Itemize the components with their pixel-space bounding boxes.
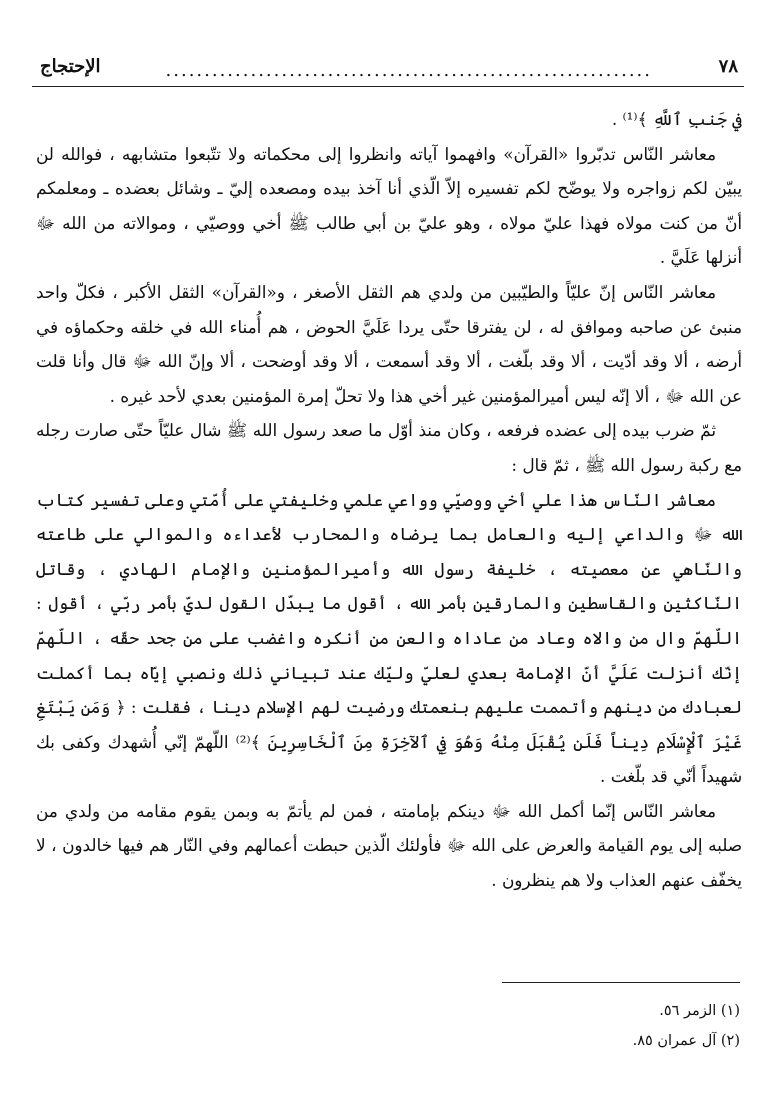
paragraph-5: معاشر النّاس هذا علي أخي ووصيّي وواعي علمي وخليفتي على أُمّتي وعلى تفسير كتاب الله ﷻ والداعي إليه والعامل بما يرضاه والمحارب لأعداءه والموالي على طاعته والنّاهي عن معصيته ، خليفة رسول الله وأميرالمؤمنين والإمام الهادي ، وقاتل النّاكثين والقاسطين والمارقين بأمر الله ، أقول ما يبدّل القول لديّ بأمر ربّي ، أقول : اللّهمّ وال من والاه وعاد من عاداه والعن من أنكره واغضب على من جحد حقّه ، اللّهمّ إنّك أنزلت عَلَيَّ أنّ الإمامة بعدي لعليّ وليّك عند تبياني ذلك ونصبي إيّاه بما أكملت لعبادك من دينهم وأتممت عليهم بنعمتك ورضيت لهم الإسلام دينا ، فقلت : ﴿ وَمَن يَبْتَغِ غَيْرَ ٱلْإِسْلَامِ دِيناً فَلَن يُقْبَلَ مِنْهُ وَهُوَ فِي ٱلآخِرَةِ مِنَ ٱلْخَاسِرِينَ ﴾⁽²⁾ اللّهمّ إنّي أُشهدك وكفى بك شهيداً أنّي قد بلّغت .: [36, 489, 743, 787]
body-text: [36, 102, 742, 898]
paragraph-1: في جَنبِ ٱللَّهِ ﴾⁽¹⁾ .: [611, 109, 742, 129]
header-rule: [32, 86, 744, 87]
footnote-2: (٢) آل عمران ٨٥.: [632, 1033, 740, 1049]
paragraph-4: ثمّ ضرب بيده إلى عضده فرفعه ، وكان منذ أوّل ما صعد رسول الله ﷺ شال عليّاً حتّى صارت رجله مع ركبة رسول الله ﷺ ، ثمّ قال :: [36, 420, 742, 475]
paragraph-3: معاشر النّاس إنّ عليّاً والطيّبين من ولدي هم الثقل الأصغر ، و«القرآن» الثقل الأكبر ، فكلّ واحد منبئ عن صاحبه وموافق له ، لن يفترقا حتّى يردا عَلَيَّ الحوض ، هم أُمناء الله في خلقه وحكماؤه في أرضه ، ألا وقد أدّيت ، ألا وقد بلّغت ، ألا وقد أسمعت ، ألا وقد أوضحت ، ألا وإنّ الله ﷻ قال وأنا قلت عن الله ﷻ ، ألا إنّه ليس أميرالمؤمنين غير أخي هذا ولا تحلّ إمرة المؤمنين بعدي لأحد غيره .: [36, 281, 742, 406]
page-number: ٧٨: [718, 56, 738, 77]
running-title: الإحتجاج: [40, 56, 101, 77]
paragraph-6: معاشر النّاس إنّما أكمل الله ﷻ دينكم بإمامته ، فمن لم يأتمّ به وبمن يقوم مقامه من ولدي من صلبه إلى يوم القيامة والعرض على الله ﷻ فأولئك الّذين حبطت أعمالهم وفي النّار هم فيها خالدون ، لا يخفّف عنهم العذاب ولا هم ينظرون .: [36, 800, 742, 891]
footnote-rule: [502, 982, 740, 983]
footnotes: [633, 996, 740, 1056]
footnote-1: (١) الزمر ٥٦.: [659, 1003, 740, 1019]
header-leader-dots: ...............................................................: [165, 60, 652, 81]
paragraph-2: معاشر النّاس تدبّروا «القرآن» وافهموا آياته وانظروا إلى محكماته ولا تتّبعوا متشابهه ، فوالله لن يبيّن لكم زواجره ولا يوضّح لكم تفسيره إلاّ الّذي أنا آخذ بيده ومصعده إليّ ـ وشائل بعضده ـ ومعلمكم أنّ من كنت مولاه فهذا عليّ مولاه ، وهو عليّ بن أبي طالب ﷺ أخي ووصيّي ، وموالاته من الله ﷻ أنزلها عَلَيَّ .: [36, 143, 742, 268]
page-header: [36, 56, 742, 86]
